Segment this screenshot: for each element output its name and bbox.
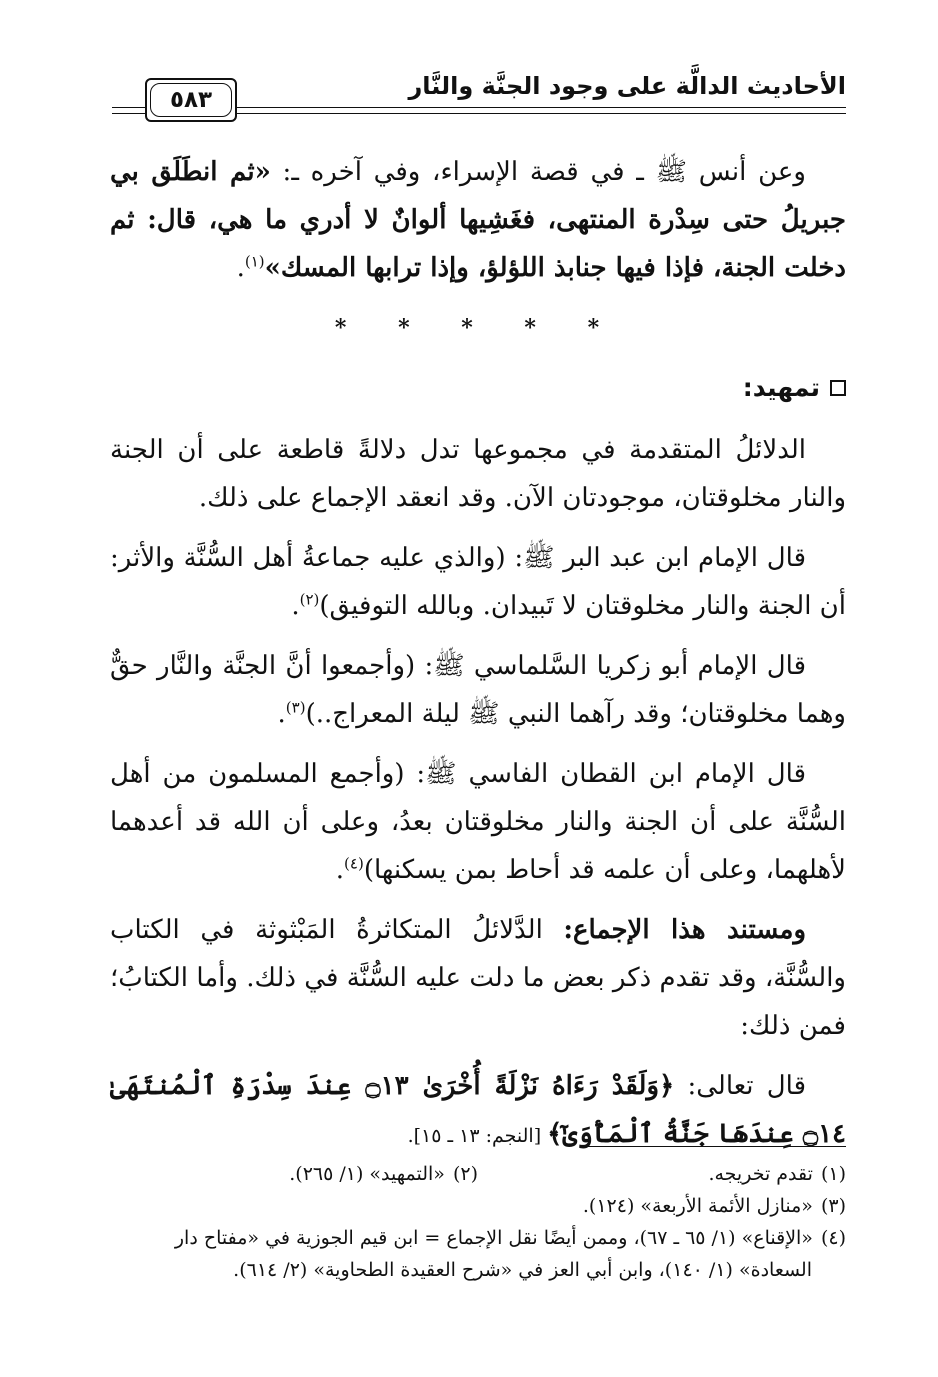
quote-text: قال الإمام ابن عبد البر ﷺ: (والذي عليه جماعةُ أهل السُّنَّة والأثر: أن الجنة والنار مخلوقتان لا تَبيدان. وبالله التوفيق) bbox=[110, 543, 846, 621]
footnote bbox=[478, 1158, 846, 1190]
verse-reference: [النجم: ١٣ ـ ١٥]. bbox=[407, 1125, 548, 1147]
footnote-number: (٣) bbox=[820, 1195, 846, 1217]
footnote bbox=[110, 1158, 478, 1190]
section-heading-text: تمهيد: bbox=[742, 373, 820, 402]
footnote-text: السعادة» (١/ ١٤٠)، وابن أبي العز في «شرح العقيدة الطحاوية» (٢/ ٦١٤). bbox=[233, 1259, 812, 1281]
paragraph-hadith bbox=[110, 148, 846, 292]
punctuation: . bbox=[335, 855, 345, 885]
punctuation: . bbox=[277, 699, 286, 729]
paragraph-ibn-abd-al-barr bbox=[110, 534, 846, 630]
quran-verse: ﴿وَلَقَدْ رَءَاهُ نَزْلَةً أُخْرَىٰ ۝١٣ عِندَ سِدْرَةِ ٱلْمُنتَهَىٰ ۝١٤ عِندَهَا جَنَّةُ ٱلْمَأْوَىٰٓ﴾ bbox=[110, 1071, 846, 1149]
main-text bbox=[110, 148, 846, 1172]
paragraph-ibn-al-qattan bbox=[110, 750, 846, 894]
footnote-row bbox=[110, 1158, 846, 1190]
footnote-number: (١) bbox=[820, 1163, 846, 1185]
basis-text: الدَّلائلُ المتكاثرةُ المَبْثوثة في الكتاب والسُّنَّة، وقد تقدم ذكر بعض ما دلت عليه السُّنَّة في ذلك. وأما الكتابُ؛ فمن ذلك: bbox=[110, 915, 846, 1041]
section-heading bbox=[110, 364, 846, 412]
quote-text: قال الإمام أبو زكريا السَّلماسي ﷺ: (وأجمعوا أنَّ الجنَّة والنَّار حقٌّ وهما مخلوقتان؛ وقد رآهما النبي ﷺ ليلة المعراج..) bbox=[110, 651, 846, 729]
footnote-text: «منازل الأئمة الأربعة» (١٢٤). bbox=[582, 1195, 813, 1217]
hadith-quote: «ثم انطَلَق بي جبريلُ حتى سِدْرة المنتهى، فغَشِيها ألوانٌ لا أدري ما هي، قال: ثم دخلت الجنة، فإذا فيها جنابذ اللؤلؤ، وإذا ترابها المسك» bbox=[110, 157, 846, 283]
footnote-number: (٢) bbox=[452, 1163, 478, 1185]
page-number-box bbox=[145, 78, 237, 122]
footnote-ref: (٤) bbox=[344, 854, 364, 873]
footnote-rule bbox=[586, 1146, 846, 1147]
basis-label: ومستند هذا الإجماع: bbox=[563, 915, 806, 945]
page-number: ٥٨٣ bbox=[150, 83, 232, 117]
footnote-continuation bbox=[110, 1254, 846, 1286]
quote-text: قال الإمام ابن القطان الفاسي ﷺ: (وأجمع المسلمون من أهل السُّنَّة على أن الجنة والنار مخلوقتان بعدُ، وعلى أن الله قد أعدهما لأهلهما، وعلى أن علمه قد أحاط بمن يسكنها) bbox=[110, 759, 846, 885]
paragraph-basis bbox=[110, 906, 846, 1050]
hadith-intro: وعن أنس ﷺ ـ في قصة الإسراء، وفي آخره ـ: bbox=[270, 157, 806, 187]
footnote-text: «الإقناع» (١/ ٦٥ ـ ٦٧)، وممن أيضًا نقل الإجماع = ابن قيم الجوزية في «مفتاح دار bbox=[174, 1227, 813, 1249]
punctuation: . bbox=[291, 591, 300, 621]
square-bullet-icon bbox=[830, 380, 846, 396]
footnotes bbox=[110, 1158, 846, 1286]
footnote-text: تقدم تخريجه. bbox=[708, 1163, 813, 1185]
punctuation: . bbox=[236, 253, 245, 283]
verse-intro: قال تعالى: bbox=[674, 1071, 807, 1101]
paragraph-intro: الدلائلُ المتقدمة في مجموعها تدل دلالةً قاطعة على أن الجنة والنار مخلوقتان، موجودتان الآن. وقد انعقد الإجماع على ذلك. bbox=[110, 435, 846, 513]
footnote-ref: (١) bbox=[244, 252, 265, 271]
running-header-title: الأحاديث الدالَّة على وجود الجنَّة والنَّار bbox=[408, 72, 846, 100]
footnote bbox=[110, 1190, 846, 1222]
footnote-ref: (٢) bbox=[299, 590, 320, 609]
paragraph-salmasi bbox=[110, 642, 846, 738]
footnote-text: «التمهيد» (١/ ٢٦٥). bbox=[289, 1163, 445, 1185]
section-separator: * * * * * bbox=[334, 315, 622, 341]
footnote bbox=[110, 1222, 846, 1254]
footnote-ref: (٣) bbox=[285, 698, 306, 717]
footnote-number: (٤) bbox=[820, 1227, 846, 1249]
